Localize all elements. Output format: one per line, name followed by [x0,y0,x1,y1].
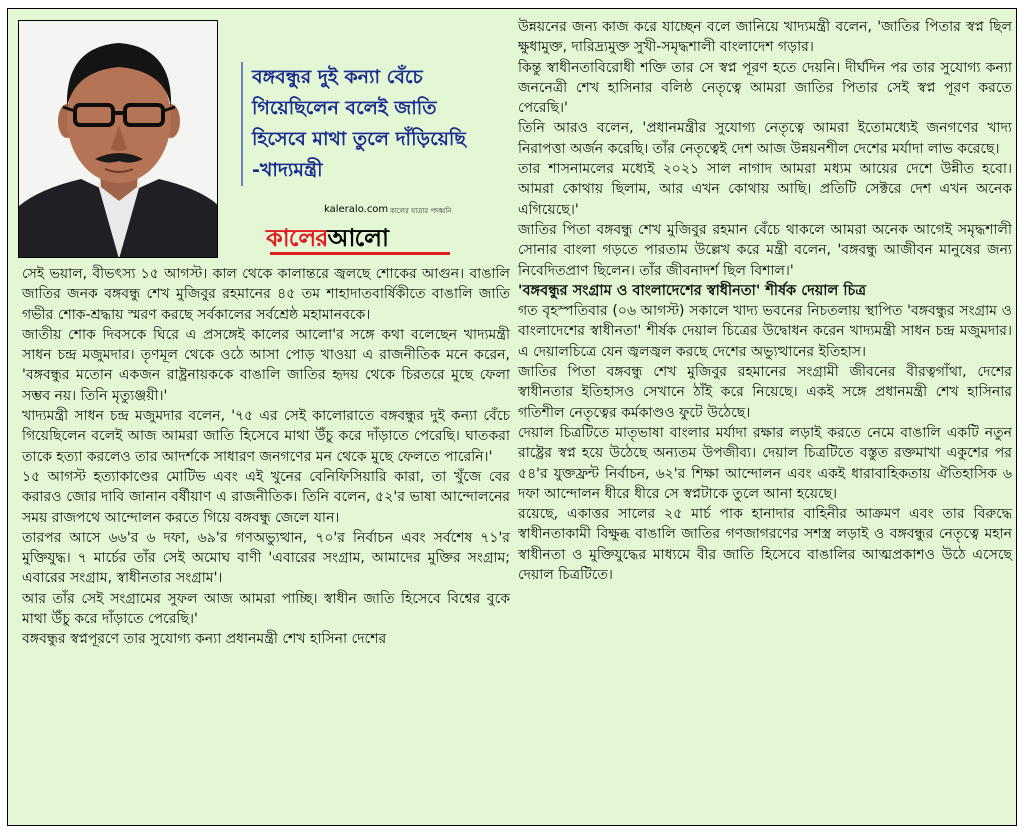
logo-tagline: কালের যাত্রার পদধ্বনি [390,207,452,215]
headline-divider [241,62,243,186]
article-column-left [22,264,510,650]
article-paragraph: আর তাঁর সেই সংগ্রামের সুফল আজ আমরা পাচ্ছি। স্বাধীন জাতি হিসেবে বিশ্বের বুকে মাথা উঁচু করে দাঁড়াতে পেরেছি।' [22,590,510,628]
article-paragraph: জাতির পিতা বঙ্গবন্ধু শেখ মুজিবুর রহমানের সংগ্রামী জীবনের বীরত্বগাঁথা, দেশের স্বাধীনতার ইতিহাসও সেখানে ঠাঁই করে নিয়েছে। একই সঙ্গে প্রধানমন্ত্রী শেখ হাসিনার গতিশীল নেতৃত্বের কর্মকাণ্ডও ফুটে উঠেছে। [518,364,1012,421]
article-paragraph: জাতির পিতা বঙ্গবন্ধু শেখ মুজিবুর রহমান বেঁচে থাকলে আমরা অনেক আগেই সমৃদ্ধশালী সোনার বাংলা গড়তে পারতাম উল্লেখ করে মন্ত্রী বলেন, 'বঙ্গবন্ধু আজীবন মানুষের জন্য নিবেদিতপ্রাণ ছিলেন। তাঁর জীবনাদর্শ ছিল বিশাল।' [518,221,1012,279]
logo-wordmark-first: কালের [266,224,328,252]
article-paragraph: তারপর আসে ৬৬'র ৬ দফা, ৬৯'র গণঅভ্যুত্থান, ৭০'র নির্বাচন এবং সর্বশেষ ৭১'র মুক্তিযুদ্ধ। ৭ মার্চের তাঁর সেই অমোঘ বাণী 'এবারের সংগ্রাম, আমাদের মুক্তির সংগ্রাম; এবারের সংগ্রাম, স্বাধীনতার সংগ্রাম'। [22,529,510,587]
article-paragraph: তার শাসনামলের মধ্যেই ২০২১ সাল নাগাদ আমরা মধ্যম আয়ের দেশে উন্নীত হবো। আমরা কোথায় ছিলাম, আর এখন কোথায় আছি। প্রতিটি সেক্টরে দেশ এখন অনেক এগিয়েছে।' [518,161,1012,218]
logo-wordmark-second: আলো [327,224,388,252]
article-paragraph: গত বৃহস্পতিবার (০৬ আগস্ট) সকালে খাদ্য ভবনের নিচতলায় স্থাপিত 'বঙ্গবন্ধুর সংগ্রাম ও বাংলাদেশের স্বাধীনতা' শীর্ষক দেয়াল চিত্রের উদ্বোধন করেন খাদ্যমন্ত্রী সাধন চন্দ্র মজুমদার। এ দেয়ালচিত্রে যেন জ্বলজ্বল করছে দেশের অভ্যুত্থানের ইতিহাস। [518,303,1012,360]
logo-underline [270,252,450,255]
article-paragraph: সেই ভয়াল, বীভৎস্য ১৫ আগস্ট। কাল থেকে কালান্তরে জ্বলছে শোকের আগুন। বাঙালি জাতির জনক বঙ্গবন্ধু শেখ মুজিবুর রহমানের ৪৫ তম শাহাদাতবার্ষিকীতে বাঙালি জাতি গভীর শোক-শ্রদ্ধায় স্মরণ করছে সর্বকালের সর্বশ্রেষ্ঠ মহামানবকে। [22,266,510,323]
article-paragraph: কিন্তু স্বাধীনতাবিরোধী শক্তি তার সে স্বপ্ন পূরণ হতে দেয়নি। দীর্ঘদিন পর তার সুযোগ্য কন্যা জননেত্রী শেখ হাসিনার বলিষ্ঠ নেতৃত্বে আমরা জাতির পিতার সেই স্বপ্ন পূরণ করতে পেরেছি।' [518,59,1012,117]
headline [252,62,502,186]
article-paragraph: বঙ্গবন্ধুর স্বপ্নপূরণে তার সুযোগ্য কন্যা প্রধানমন্ত্রী শেখ হাসিনা দেশের [22,631,387,648]
article-paragraph: খাদ্যমন্ত্রী সাধন চন্দ্র মজুমদার বলেন, '৭৫ এর সেই কালোরাতে বঙ্গবন্ধুর দুই কন্যা বেঁচে গিয়েছিলেন বলেই আজ আমরা জাতি হিসেবে মাথা উঁচু করে দাঁড়াতে পেরেছি। ঘাতকরা তাকে হত্যা করলেও তার আদর্শকে সাধারণ জনগণের মন থেকে মুছে ফেলতে পারেনি।' [22,408,510,465]
section-subheading: 'বঙ্গবন্ধুর সংগ্রাম ও বাংলাদেশের স্বাধীনতা' শীর্ষক দেয়াল চিত্র [518,282,866,299]
article-paragraph: রয়েছে, একাত্তর সালের ২৫ মার্চ পাক হানাদার বাহিনীর আক্রমণ এবং তার বিরুদ্ধে স্বাধীনতাকামী বিক্ষুব্ধ বাঙালি জাতির গণজাগরণের সশস্ত্র লড়াই ও বঙ্গবন্ধুর নেতৃত্বে মহান স্বাধীনতা ও মুক্তিযুদ্ধের মাধ্যমে বীর জাতি হিসেবে বাঙালির আত্মপ্রকাশও উঠে এসেছে দেয়াল চিত্রটিতে। [518,506,1012,584]
article-column-right [518,17,1012,585]
article-paragraph: দেয়াল চিত্রটিতে মাতৃভাষা বাংলার মর্যাদা রক্ষার লড়াই করতে নেমে বাঙালি একটি নতুন রাষ্ট্রের স্বপ্ন হয়ে উঠেছে অন্যতম উপজীব্য। দেয়াল চিত্রটিতে বস্তুত রক্তমাখা একুশের পর ৫৪'র যুক্তফ্রন্ট নির্বাচন, ৬২'র শিক্ষা আন্দোলন এবং একই ধারাবাহিকতায় ঐতিহাসিক ৬ দফা আন্দোলন ধীরে ধীরে সে স্বপ্নটাকে তুলে আনা হয়েছে। [518,424,1012,502]
article-paragraph: তিনি আরও বলেন, 'প্রধানমন্ত্রীর সুযোগ্য নেতৃত্বে আমরা ইতোমধ্যেই জনগণের খাদ্য নিরাপত্তা অর্জন করেছি। তাঁর নেতৃত্বেই দেশ আজ উন্নয়নশীল দেশের মর্যাদা লাভ করেছে। [518,120,1012,157]
article-paragraph: জাতীয় শোক দিবসকে ঘিরে এ প্রসঙ্গেই কালের আলো'র সঙ্গে কথা বলেছেন খাদ্যমন্ত্রী সাধন চন্দ্র মজুমদার। তৃণমূল থেকে ওঠে আসা পোড় খাওয়া এ রাজনীতিক মনে করেন, 'বঙ্গবন্ধুর মতোন একজন রাষ্ট্রনায়ককে বাঙালি জাতির হৃদয় থেকে চিরতরে মুছে ফেলা সম্ভব নয়। তিনি মৃত্যুঞ্জয়ী।' [22,326,510,404]
portrait-image [19,21,218,258]
kaler-alo-logo [262,200,502,260]
article-paragraph: উন্নয়নের জন্য কাজ করে যাচ্ছেন বলে জানিয়ে খাদ্যমন্ত্রী বলেন, 'জাতির পিতার স্বপ্ন ছিল ক্ষুধামুক্ত, দারিদ্র্যমুক্ত সুখী-সমৃদ্ধশালী বাংলাদেশ গড়ার। [518,19,1012,56]
headline-line: হিসেবে মাথা তুলে দাঁড়িয়েছি [252,128,466,150]
headline-line: -খাদ্যমন্ত্রী [252,159,323,181]
headline-line: গিয়েছিলেন বলেই জাতি [252,97,437,119]
article-paragraph: ১৫ আগস্ট হত্যাকাণ্ডের মোটিভ এবং এই খুনের বেনিফিসিয়ারি কারা, তা খুঁজে বের করারও জোর দাবি জানান বর্ষীয়াণ এ রাজনীতিক। তিনি বলেন, ৫২'র ভাষা আন্দোলনের সময় রাজপথে আন্দোলন করতে গিয়ে বঙ্গবন্ধু জেলে যান। [22,468,510,526]
logo-url: kaleralo.com [324,204,389,215]
headline-line: বঙ্গবন্ধুর দুই কন্যা বেঁচে [252,66,423,88]
minister-portrait [18,20,218,258]
